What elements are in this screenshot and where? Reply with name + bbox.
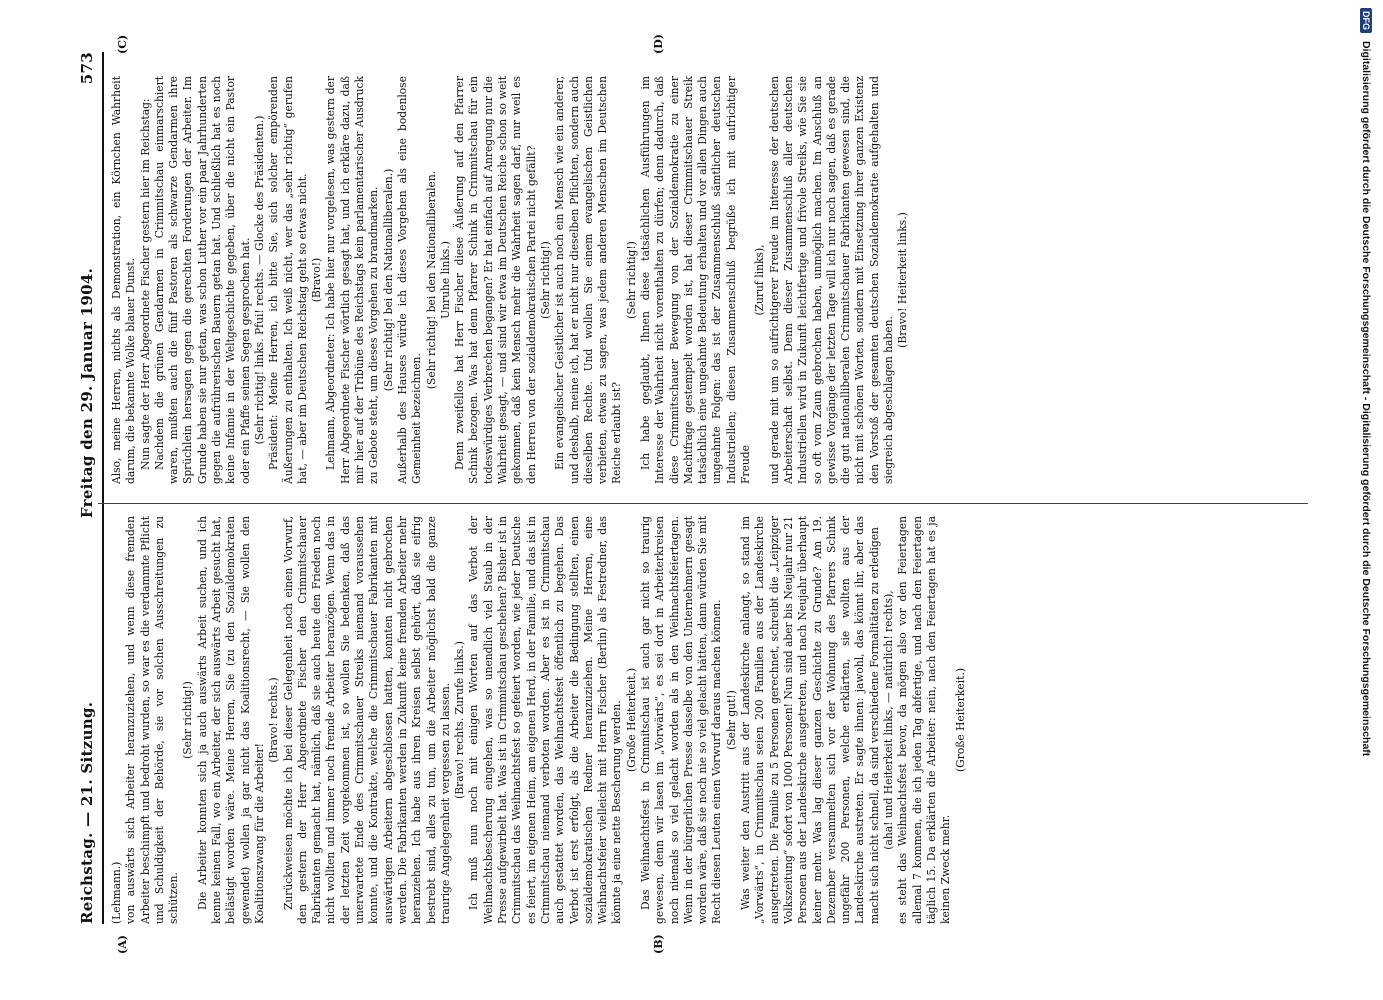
- paragraph: Ich habe geglaubt, Ihnen diese tatsächlichen Ausführungen im Interesse der Wahrheit nicht vorenthalten zu dürfen; denn dadurch, daß diese Crimmitschauer Bewegung von der Sozialdemokratie zu einer Machtfrage gestempelt worden ist, hat dieser Crimmitschauer Streik tatsächlich eine ungeahnte Bedeutung erhalten und vor allen Dingen auch ungeahnte Folgen: das ist der Zusammenschluß sämtlicher deutschen Industriellen; diesen Zusammenschluß begrüße ich mit aufrichtiger Freude: [638, 76, 753, 484]
- paragraph: Ich muß nun noch mit einigen Worten auf das Verbot der Weihnachtsbescherung eingehen, was so unendlich viel Staub in der Presse aufgewirbelt hat. Was ist in Crimmitschau geschehen? Bisher ist in Crimmitschau das Weihnachtsfest so gefeiert worden, wie jeder Deutsche es feiert, im eigenen Heim, am eigenen Herd, in der Familie, und das ist in Crimmitschau niemand verboten worden. Aber es ist in Crimmitschau auch gestattet worden, das Weihnachtsfest öffentlich zu begehen. Das Verbot ist erst erfolgt, als die Arbeiter die Bedingung stellten, einen sozialdemokratischen Redner heranzuziehen. Meine Herren, eine Weihnachtsfeier vielleicht mit Herrn Fischer (Berlin) als Festredner, das könnte ja eine nette Bescherung werden.: [467, 516, 624, 924]
- paragraph: (Sehr gut!): [724, 690, 738, 750]
- paragraph: Nachdem die grünen Gendarmen in Crimmitschau einmarschiert waren, mußten auch die fünf Pastoren als schwarze Gendarmen ihre Sprüchlein hersagen gegen die gerechten Forderungen der Arbeiter. Im Grunde haben sie nur getan, was schon Luther vor ein paar Jahrhunderten gegen die aufrührerischen Bauern getan hat. Und schließlich hat es noch keine Infamie in der Weltgeschichte gegeben, über die nicht ein Pastor oder ein Pfaffe seinen Segen gesprochen hat.: [152, 76, 252, 484]
- paragraph: Lehmann, Abgeordneter: Ich habe hier nur vorgelesen, was gestern der Herr Abgeordnete Fischer wörtlich gesagt hat, und ich erkläre dazu, daß mir hier auf der Tribüne des Reichstags kein parlamentarischer Ausdruck zu Gebote steht, um dieses Vorgehen zu brandmarken.: [324, 76, 381, 484]
- paragraph: (Sehr richtig! bei den Nationalliberalen.): [381, 168, 395, 392]
- paragraph: Präsident: Meine Herren, ich bitte Sie, sich solcher empörenden Äußerungen zu enthalten. Ich weiß nicht, wer das „sehr richtig“ gerufen hat, — aber im Deutschen Reichstag geht so etwas nicht.: [267, 76, 309, 484]
- paragraph: (Große Heiterkeit.): [624, 668, 638, 772]
- header-date: Freitag den 29. Januar 1904.: [78, 267, 96, 519]
- paragraph: (Sehr richtig! bei den Nationalliberalen.: [424, 170, 438, 390]
- credit-text: Digitalisierung gefördert durch die Deutsche Forschungsgemeinschaft - Digitalisierung gefördert durch die Deutsche Forschungsgemeinschaft: [1360, 41, 1372, 757]
- paragraph: (Bravo! Heiterkeit links.): [896, 212, 910, 348]
- paragraph: (Sehr richtig! links. Pfui! rechts. — Glocke des Präsidenten.): [252, 115, 266, 445]
- paragraph: (Bravo!): [310, 257, 324, 303]
- right-text-column: [110, 76, 1310, 484]
- paragraph: Nun sagte der Herr Abgeordnete Fischer gestern hier im Reichstag:: [138, 98, 152, 470]
- header-session: Reichstag. — 21. Sitzung.: [78, 701, 96, 924]
- paragraph: es steht das Weihnachtsfest bevor, da mögen also vor den Feiertagen allemal 7 kommen, die ich jeden Tag abfertige, und nach den Feiertagen täglich 15. Da erklärten die Arbeiter: nein, nach den Feiertagen hat es ja keinen Zweck mehr.: [896, 516, 953, 924]
- paragraph: von auswärts sich Arbeiter heranzuziehen, und wenn diese fremden Arbeiter beschimpft und bedroht wurden, so war es die verdammte Pflicht und Schuldigkeit der Behörde, sie vor solchen Ausschreitungen zu schützen.: [124, 516, 181, 924]
- paragraph: und gerade mit um so aufrichtigerer Freude im Interesse der deutschen Arbeiterschaft selbst. Denn dieser Zusammenschluß aller deutschen Industriellen wird in Zukunft leichtfertige und frivole Streiks, wie Sie sie so oft vom Zaun gebrochen haben, unmöglich machen. Im Anschluß an gewisse Vorgänge der letzten Tage will ich nur noch sagen, daß es gerade die gut nationalliberalen Crimmitschauer Fabrikanten gewesen sind, die nicht mit schönen Worten, sondern mit Einsetzung ihrer ganzen Existenz den Vorstoß der gesamten deutschen Sozialdemokratie aufgehalten und siegreich abgeschlagen haben.: [767, 76, 896, 484]
- document-page: [52, 32, 1322, 984]
- paragraph: (Sehr richtig!): [624, 241, 638, 319]
- paragraph: (Sehr richtig!): [181, 681, 195, 759]
- digitization-credit: [1351, 0, 1381, 1000]
- paragraph: (aha! und Heiterkeit links, — natürlich! rechts),: [882, 590, 896, 850]
- dfg-logo: DFG: [1360, 8, 1372, 33]
- paragraph: (Bravo! rechts.): [267, 677, 281, 763]
- margin-marker-b: (B): [652, 934, 665, 954]
- paragraph: Außerhalb des Hauses würde ich dieses Vorgehen als eine bodenlose Gemeinheit bezeichnen.: [395, 76, 424, 484]
- paragraph: Das Weihnachtsfest in Crimmitschau ist auch gar nicht so traurig gewesen, denn wir lasen im „Vorwärts“, es sei dort in Arbeiterkreisen noch niemals so viel gelacht worden als in den Weihnachtsfeiertagen. Wenn in der bürgerlichen Presse dasselbe von den Unternehmern gesagt worden wäre, daß sie noch nie so viel gelacht hätten, dann würden Sie mit Recht diesen Leuten einen Vorwurf daraus machen können.: [638, 516, 724, 924]
- running-header: [52, 52, 104, 924]
- paragraph: Unruhe links.): [438, 241, 452, 319]
- paragraph: Zurückweisen möchte ich bei dieser Gelegenheit noch einen Vorwurf, den gestern der Herr Abgeordnete Fischer den Crimmitschauer Fabrikanten gemacht hat, nämlich, daß sie auch heute den Frieden noch nicht wollten und immer noch fremde Arbeiter heranzögen. Wenn das in der letzten Zeit vorgekommen ist, so wollen Sie bedenken, daß das unerwartete Ende des Crimmitschauer Streiks niemand voraussehen konnte, und die Kontrakte, welche die Crimmitschauer Fabrikanten mit auswärtigen Arbeitern abgeschlossen hatten, konnten nicht gebrochen werden. Die Fabrikanten werden in Zukunft keine fremden Arbeiter mehr heranziehen. Ich habe aus ihren Kreisen selbst gehört, daß sie eifrig bestrebt sind, alles zu tun, um die Arbeiter möglichst bald die ganze traurige Angelegenheit vergessen zu lassen.: [281, 516, 452, 924]
- left-text-column: [110, 516, 1310, 924]
- paragraph: (Bravo! rechts. Zurufe links.): [453, 641, 467, 799]
- paragraph: (Große Heiterkeit.): [953, 668, 967, 772]
- paragraph: Die Arbeiter konnten sich ja auch auswärts Arbeit suchen, und ich kenne keinen Fall, wo ein Arbeiter, der sich auswärts Arbeit gesucht hat, belästigt worden wäre. Meine Herren, Sie (zu den Sozialdemokraten gewendet) wollen ja gar nicht das Koalitionsrecht, — Sie wollen den Koalitionszwang für die Arbeiter!: [195, 516, 266, 924]
- margin-marker-d: (D): [652, 34, 665, 54]
- column-divider: [98, 503, 1308, 504]
- paragraph: Was weiter den Austritt aus der Landeskirche anlangt, so stand im „Vorwärts“, in Crimmitschau seien 200 Familien aus der Landeskirche ausgetreten. Die Familie zu 5 Personen gerechnet, schreibt die „Leipziger Volkszeitung“ sofort von 1000 Personen! Nun sind aber bis Neujahr nur 21 Personen aus der Landeskirche ausgetreten, und nach Neujahr überhaupt keiner mehr. Was lag dieser ganzen Geschichte zu Grunde? Am 19. Dezember versammelten sich vor der Wohnung des Pfarrers Schink ungefähr 200 Personen, welche erklärten, sie wollten aus der Landeskirche austreten. Er sagte ihnen: jawohl, das könnt ihr, aber das macht sich nicht schnell, da sind verschiedene Formalitäten zu erledigen: [739, 516, 881, 924]
- margin-marker-c: (C): [116, 34, 129, 54]
- paragraph: Also, meine Herren, nichts als Demonstration, ein Körnchen Wahrheit darum, die bekannte Wolke blauer Dunst.: [110, 76, 138, 484]
- paragraph: (Lehmann.): [110, 861, 123, 924]
- paragraph: Denn zweifellos hat Herr Fischer diese Äußerung auf den Pfarrer Schink bezogen. Was hat denn Pfarrer Schink in Crimmitschau für ein todeswürdiges Verbrechen begangen? Er hat einfach auf Anregung nur die Wahrheit gesagt, — und sind wir etwa im Deutschen Reiche schon so weit gekommen, daß kein Mensch mehr die Wahrheit sagen darf, nur weil es den Herren von der sozialdemokratischen Partei nicht gefällt?: [453, 76, 538, 484]
- paragraph: Ein evangelischer Geistlicher ist auch noch ein Mensch wie ein anderer, und deshalb, meine ich, hat er nicht nur dieselben Pflichten, sondern auch dieselben Rechte. Und wollen Sie einem evangelischen Geistlichen verbieten, etwas zu sagen, was jedem anderen Menschen im Deutschen Reiche erlaubt ist?: [553, 76, 624, 484]
- paragraph: (Sehr richtig!): [538, 241, 552, 319]
- page-number: 573: [78, 52, 96, 85]
- paragraph: (Zuruf links),: [753, 244, 767, 316]
- margin-marker-a: (A): [116, 935, 129, 954]
